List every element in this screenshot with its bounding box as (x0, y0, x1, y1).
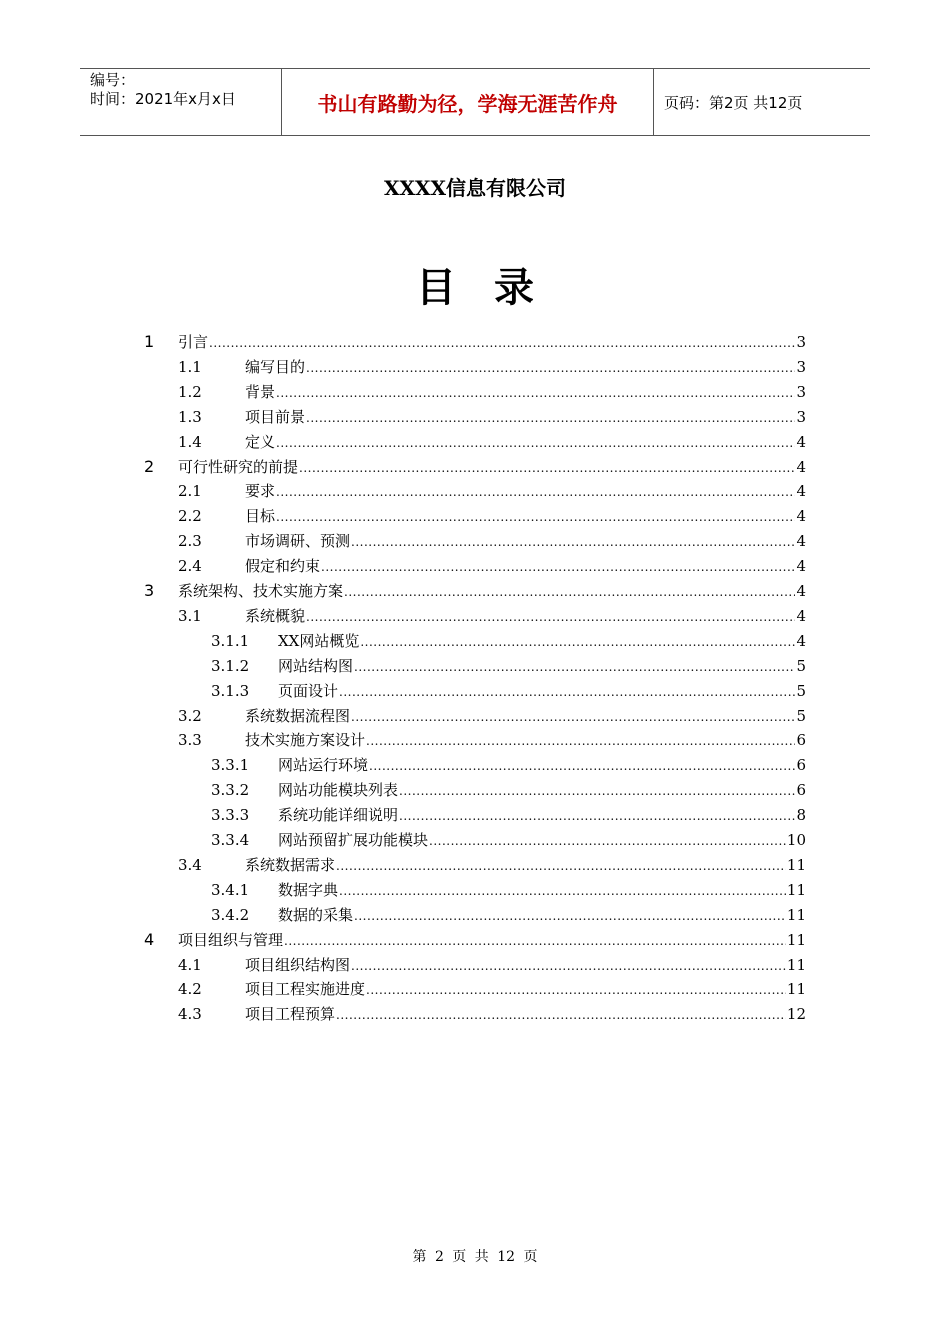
toc-entry-number: 2.2 (178, 507, 202, 526)
toc-entry-number: 3.4.2 (211, 905, 250, 924)
toc-leader-dots (306, 408, 795, 428)
toc-entry-title: 编写目的 (245, 357, 306, 376)
toc-entry[interactable] (178, 554, 806, 578)
toc-entry[interactable] (211, 679, 806, 703)
toc-entry-title: 系统功能详细说明 (278, 806, 399, 825)
toc-entry[interactable] (178, 430, 806, 454)
toc-leader-dots (306, 607, 795, 627)
toc-leader-dots (339, 881, 786, 901)
toc-entry-title: 项目工程实施进度 (245, 980, 366, 999)
company-name: XXXX信息有限公司 (383, 176, 567, 200)
toc-entry-title: 系统概貌 (245, 606, 306, 625)
toc-entry-number: 3.4.1 (211, 880, 250, 899)
toc-entry-number: 2.4 (178, 557, 202, 576)
toc-entry-number: 3.1 (178, 606, 202, 625)
toc-leader-dots (276, 433, 795, 453)
toc-entry[interactable] (178, 977, 806, 1001)
toc-entry-title: 市场调研、预测 (245, 532, 351, 551)
toc-leader-dots (354, 906, 786, 926)
toc-leader-dots (354, 657, 795, 677)
toc-entry-page: 4 (796, 457, 806, 476)
toc-entry-title: 引言 (178, 333, 209, 351)
toc-entry-page: 4 (796, 482, 806, 501)
toc-entry[interactable] (178, 853, 806, 877)
toc-leader-dots (399, 806, 795, 826)
toc-entry-title: 系统数据流程图 (245, 706, 351, 725)
toc-entry-title: 项目工程预算 (245, 1005, 336, 1024)
toc-entry-title: 定义 (245, 432, 276, 451)
toc-entry[interactable] (178, 728, 806, 752)
toc-entry-page: 11 (786, 905, 806, 924)
toc-entry-page: 11 (786, 980, 806, 999)
toc-entry-number: 1.1 (178, 357, 202, 376)
toc-entry-title: 假定和约束 (245, 557, 321, 576)
toc-entry-number: 3.3.4 (211, 831, 250, 849)
header-page-info: 页码：第2页 共12页 (664, 93, 803, 112)
toc-entry[interactable] (178, 1002, 806, 1026)
toc-entry-page: 6 (796, 731, 806, 750)
toc-entry-title: 页面设计 (278, 681, 339, 700)
toc-leader-dots (276, 507, 795, 527)
toc-entry-number: 3.3.3 (211, 806, 250, 825)
toc-title: 目录 (416, 265, 572, 311)
toc-entry-title: 网站功能模块列表 (278, 781, 399, 800)
toc-entry-title: 网站预留扩展功能模块 (278, 831, 429, 849)
toc-entry[interactable] (178, 704, 806, 728)
toc-entry-number: 3.2 (178, 706, 202, 725)
toc-entry-number: 3.3.2 (211, 781, 250, 800)
toc-leader-dots (351, 532, 795, 552)
toc-leader-dots (339, 682, 795, 702)
toc-entry[interactable] (144, 455, 806, 479)
toc-entry[interactable] (211, 753, 806, 777)
toc-entry-title: 背景 (245, 382, 276, 401)
toc-entry-title: 数据字典 (278, 880, 339, 899)
toc-entry[interactable] (178, 604, 806, 628)
toc-entry-page: 6 (796, 781, 806, 800)
toc-entry-page: 3 (796, 382, 806, 401)
toc-entry-page: 5 (796, 706, 806, 725)
toc-entry-title: 系统架构、技术实施方案 (178, 582, 344, 600)
toc-leader-dots (336, 856, 786, 876)
toc-leader-dots (299, 458, 795, 478)
header-time-label: 时间：2021年x月x日 (90, 90, 236, 108)
toc-entry-page: 8 (796, 806, 806, 825)
toc-entry-title: XX网站概览 (278, 631, 360, 650)
toc-entry[interactable] (144, 330, 806, 354)
toc-entry-page: 11 (786, 880, 806, 899)
toc-entry[interactable] (211, 778, 806, 802)
toc-leader-dots (209, 333, 795, 353)
toc-entry-number: 3.4 (178, 855, 202, 874)
toc-entry[interactable] (211, 903, 806, 927)
toc-entry-number: 4.3 (178, 1005, 202, 1024)
toc-entry-number: 4.2 (178, 980, 202, 999)
toc-leader-dots (369, 756, 795, 776)
toc-entry-number: 1.3 (178, 407, 202, 426)
header-meta (80, 69, 282, 135)
toc-entry[interactable] (144, 579, 806, 603)
toc-leader-dots (321, 557, 795, 577)
toc-entry-number: 4.1 (178, 955, 202, 974)
toc-entry-number: 1.2 (178, 382, 202, 401)
toc-entry-title: 数据的采集 (278, 905, 354, 924)
toc-leader-dots (306, 358, 795, 378)
toc-entry-page: 3 (796, 407, 806, 426)
toc-entry-page: 4 (796, 631, 806, 650)
toc-leader-dots (366, 980, 786, 1000)
toc-entry[interactable] (211, 878, 806, 902)
toc-entry[interactable] (211, 654, 806, 678)
toc-entry-number: 2.1 (178, 482, 202, 501)
toc-leader-dots (336, 1005, 786, 1025)
toc-entry-title: 系统数据需求 (245, 855, 336, 874)
toc-entry-title: 要求 (245, 482, 276, 501)
toc-entry-page: 11 (786, 955, 806, 974)
toc-entry[interactable] (178, 405, 806, 429)
toc-entry-title: 项目前景 (245, 407, 306, 426)
toc-entry-page: 4 (796, 557, 806, 576)
toc-entry-number: 4 (144, 929, 155, 949)
toc-entry-page: 5 (796, 656, 806, 675)
toc-leader-dots (351, 956, 786, 976)
toc-entry[interactable] (178, 479, 806, 503)
toc-entry-title: 网站运行环境 (278, 756, 369, 775)
toc-entry[interactable] (211, 629, 806, 653)
toc-entry-number: 3.1.2 (211, 656, 250, 675)
toc-entry[interactable] (178, 380, 806, 404)
toc-entry-page: 3 (796, 357, 806, 376)
toc-entry-page: 5 (796, 681, 806, 700)
header-number-label: 编号： (90, 71, 136, 89)
toc-leader-dots (399, 781, 795, 801)
toc-entry[interactable] (211, 828, 806, 852)
toc-leader-dots (360, 632, 795, 652)
page-footer: 第 2 页 共 12 页 (412, 1249, 538, 1265)
toc-leader-dots (276, 482, 795, 502)
toc-entry-number: 2 (144, 456, 155, 476)
toc-leader-dots (284, 931, 786, 951)
toc-entry-title: 项目组织与管理 (178, 930, 284, 949)
toc-entry-page: 11 (786, 930, 806, 949)
page-header (80, 68, 870, 136)
toc-entry-number: 1 (144, 332, 155, 351)
toc-entry-page: 10 (786, 831, 806, 849)
toc-entry-page: 4 (796, 606, 806, 625)
toc-entry[interactable] (144, 928, 806, 952)
toc-entry-page: 4 (796, 432, 806, 451)
toc-entry-number: 3.1.3 (211, 681, 250, 700)
toc-entry-page: 3 (796, 333, 806, 351)
toc-entry[interactable] (178, 504, 806, 528)
toc-entry-title: 网站结构图 (278, 656, 354, 675)
toc-entry-page: 11 (786, 855, 806, 874)
toc-entry-title: 目标 (245, 507, 276, 526)
toc-entry-page: 12 (786, 1005, 806, 1024)
toc-entry-page: 4 (796, 532, 806, 551)
toc-entry-number: 3.3 (178, 731, 202, 750)
toc-entry-number: 3 (144, 581, 155, 600)
toc-entry-title: 技术实施方案设计 (245, 731, 366, 750)
toc-entry-number: 3.1.1 (211, 631, 250, 650)
toc-entry-title: 可行性研究的前提 (178, 457, 299, 476)
toc-leader-dots (351, 707, 795, 727)
toc-leader-dots (429, 831, 786, 851)
toc-entry[interactable] (178, 355, 806, 379)
toc-entry-number: 3.3.1 (211, 756, 250, 775)
toc-entry[interactable] (211, 803, 806, 827)
toc-entry-page: 6 (796, 756, 806, 775)
toc-entry-page: 4 (796, 507, 806, 526)
toc-leader-dots (276, 383, 795, 403)
toc-entry-page: 4 (796, 582, 806, 600)
header-motto: 书山有路勤为径，学海无涯苦作舟 (282, 69, 654, 135)
toc-entry[interactable] (178, 953, 806, 977)
toc-leader-dots (366, 731, 795, 751)
toc-leader-dots (344, 582, 795, 602)
toc-entry-number: 2.3 (178, 532, 202, 551)
toc-entry[interactable] (178, 529, 806, 553)
toc-entry-number: 1.4 (178, 432, 202, 451)
toc-entry-title: 项目组织结构图 (245, 955, 351, 974)
